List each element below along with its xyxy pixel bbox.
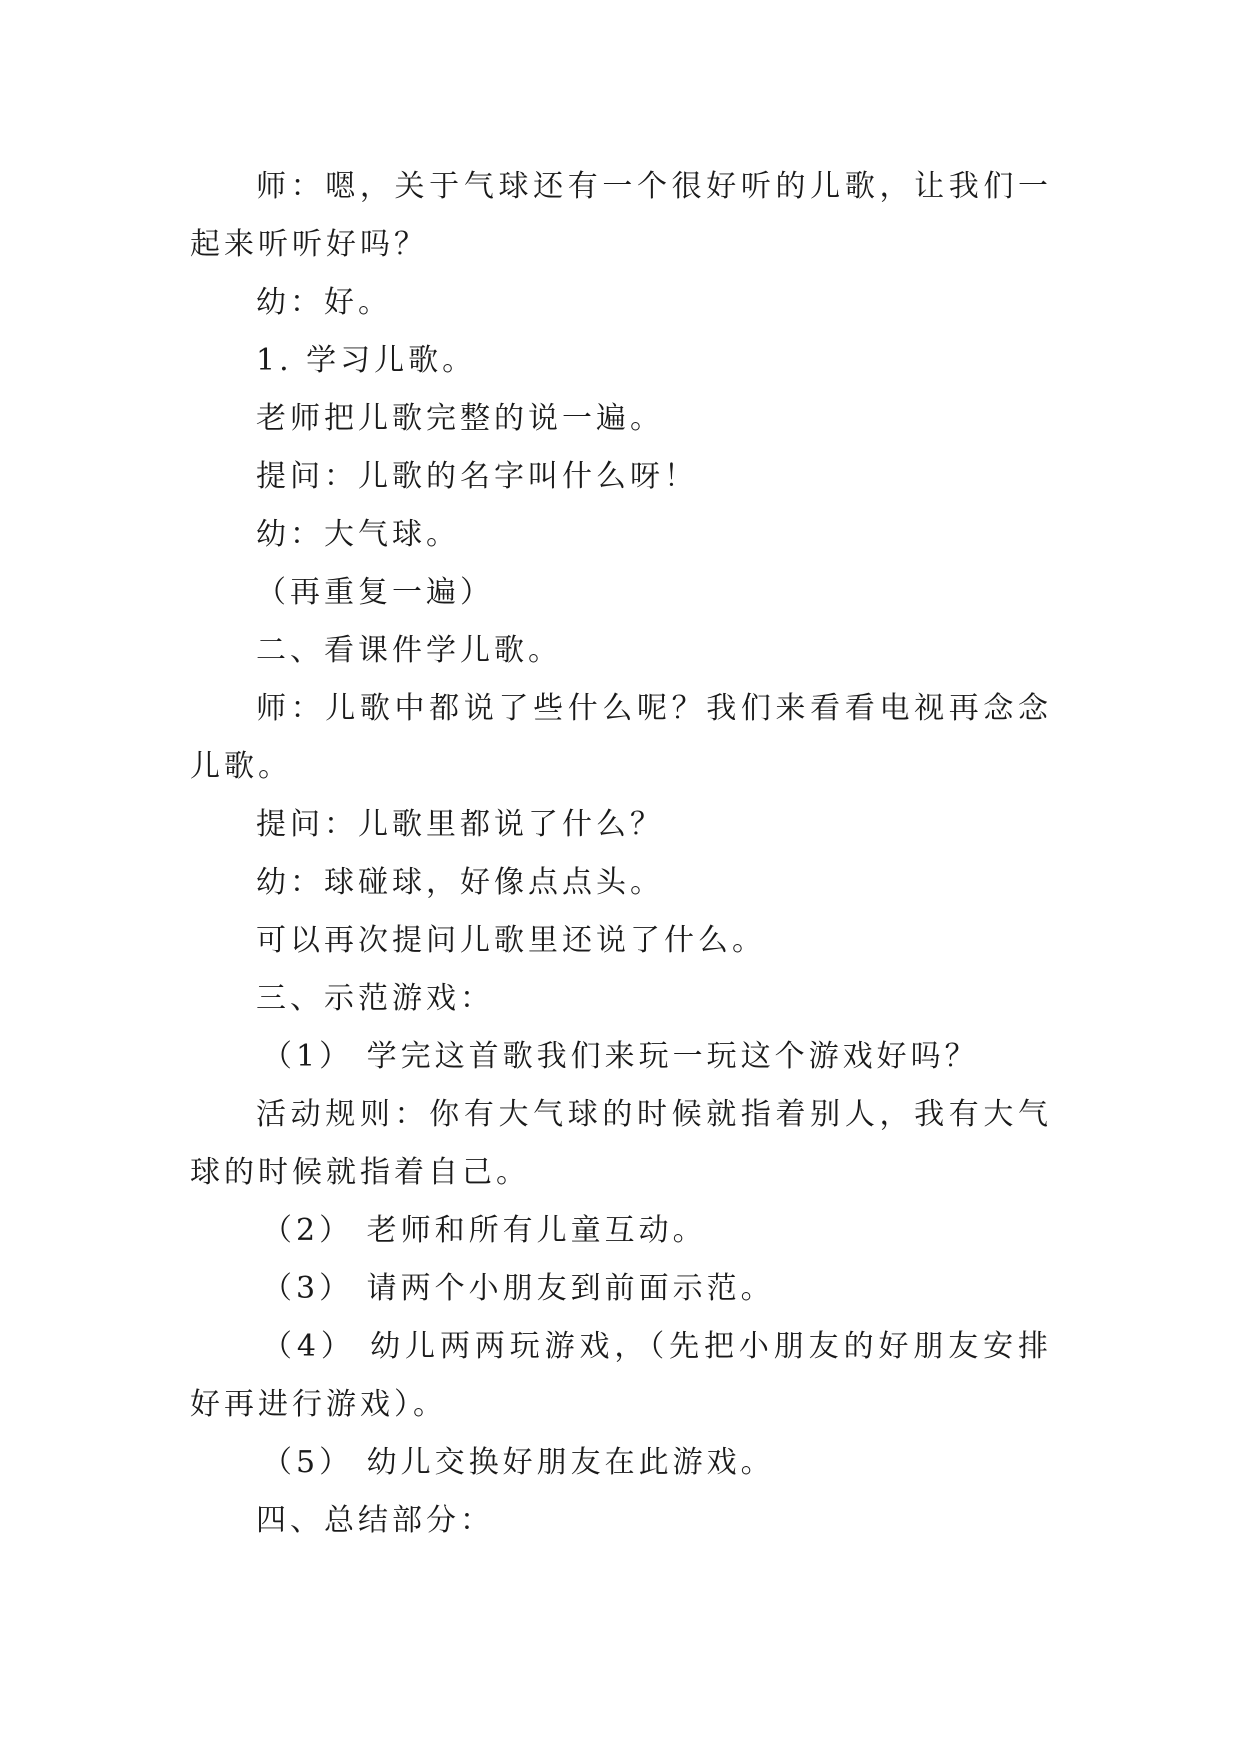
list-item-1: （1） 学完这首歌我们来玩一玩这个游戏好吗？ xyxy=(262,1039,979,1074)
section-heading-four: 四、总结部分： xyxy=(256,1503,494,1538)
list-item-5: （5） 幼儿交换好朋友在此游戏。 xyxy=(262,1445,775,1480)
section-heading-three: 三、示范游戏： xyxy=(256,981,494,1016)
paragraph-question-content: 提问：儿歌里都说了什么？ xyxy=(256,807,664,842)
document-page xyxy=(190,158,1052,1550)
list-item-4: （4） 幼儿两两玩游戏，（先把小朋友的好朋友安排好再进行游戏）。 xyxy=(190,1329,1052,1422)
paragraph-teacher-recite: 老师把儿歌完整的说一遍。 xyxy=(256,401,664,436)
paragraph-teacher-intro: 师：嗯，关于气球还有一个很好听的儿歌，让我们一起来听听好吗？ xyxy=(190,169,1052,262)
paragraph-ask-again: 可以再次提问儿歌里还说了什么。 xyxy=(256,923,766,958)
paragraph-child-reply-1: 幼：好。 xyxy=(256,285,392,320)
paragraph-step-1-heading: 1. 学习儿歌。 xyxy=(256,343,477,378)
list-item-2: （2） 老师和所有儿童互动。 xyxy=(262,1213,707,1248)
paragraph-activity-rules: 活动规则：你有大气球的时候就指着别人，我有大气球的时候就指着自己。 xyxy=(190,1097,1052,1190)
paragraph-question-name: 提问：儿歌的名字叫什么呀！ xyxy=(256,459,698,494)
paragraph-teacher-question: 师：儿歌中都说了些什么呢？我们来看看电视再念念儿歌。 xyxy=(190,691,1052,784)
paragraph-repeat-note: （再重复一遍） xyxy=(256,575,494,610)
list-item-3: （3） 请两个小朋友到前面示范。 xyxy=(262,1271,775,1306)
paragraph-child-reply-3: 幼：球碰球，好像点点头。 xyxy=(256,865,664,900)
section-heading-two: 二、看课件学儿歌。 xyxy=(256,633,562,668)
paragraph-child-reply-2: 幼：大气球。 xyxy=(256,517,460,552)
